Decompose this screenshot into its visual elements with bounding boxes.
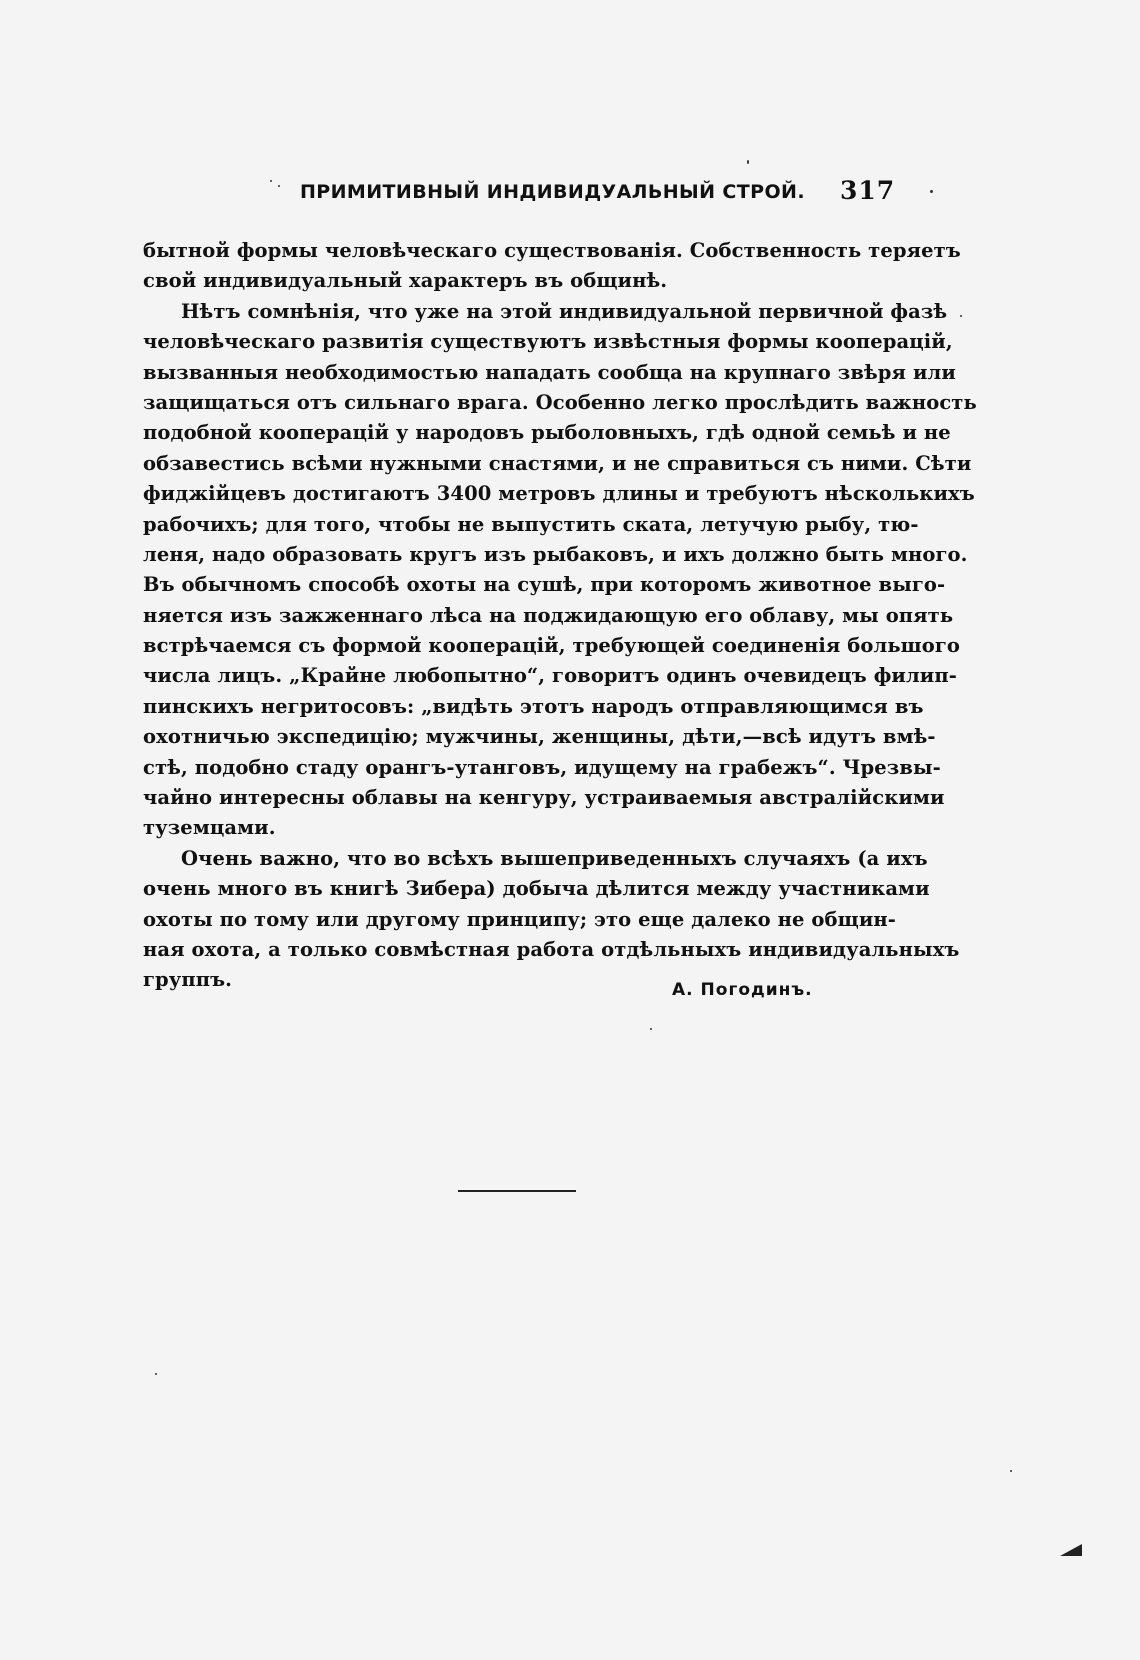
scan-mark [1060, 1544, 1082, 1556]
text-line: вызванныя необходимостью нападать сообща на крупнаго звѣря или [143, 360, 956, 384]
scan-speck [270, 180, 272, 182]
scan-speck [278, 185, 280, 187]
text-line: туземцами. [143, 816, 276, 840]
text-line: рабочихъ; для того, чтобы не выпустить ската, летучую рыбу, тю- [143, 512, 919, 536]
page-number: 317 [840, 176, 896, 205]
section-divider [458, 1190, 576, 1192]
text-line: Очень важно, что во всѣхъ вышеприведенныхъ случаяхъ (а ихъ [181, 846, 928, 870]
body-text [143, 236, 977, 996]
author-signature: А. Погодинъ. [672, 980, 813, 1000]
text-line: Нѣтъ сомнѣнія, что уже на этой индивидуальной первичной фазѣ [181, 299, 948, 323]
text-line: охоты по тому или другому принципу; это еще далеко не общин- [143, 907, 896, 931]
text-line: бытной формы человѣческаго существованія. Собственность теряетъ [143, 239, 961, 262]
text-line: ная охота, а только совмѣстная работа отдѣльныхъ индивидуальныхъ [143, 937, 960, 961]
text-line: подобной кооперацій у народовъ рыболовныхъ, гдѣ одной семьѣ и не [143, 421, 951, 445]
scan-speck [1010, 1470, 1012, 1472]
text-line: защищаться отъ сильнаго врага. Особенно легко прослѣдить важность [143, 390, 977, 414]
text-line: пинскихъ негритосовъ: „видѣть этотъ народъ отправляющимся въ [143, 694, 924, 718]
text-line: фиджійцевъ достигаютъ 3400 метровъ длины и требуютъ нѣсколькихъ [143, 482, 975, 506]
text-line: группъ. [143, 968, 233, 992]
text-line: леня, надо образовать кругъ изъ рыбаковъ, и ихъ должно быть много. [143, 542, 968, 566]
text-line: чайно интересны облавы на кенгуру, устраиваемыя австралійскими [143, 786, 945, 810]
scan-speck [960, 315, 962, 317]
text-line: очень много въ книгѣ Зибера) добыча дѣлится между участниками [143, 877, 930, 901]
text-line: стѣ, подобно стаду орангъ-утанговъ, идущему на грабежъ“. Чрезвы- [143, 755, 941, 779]
text-line: обзавестись всѣми нужными снастями, и не справиться съ ними. Сѣти [143, 451, 972, 475]
text-line: няется изъ зажженнаго лѣса на поджидающую его облаву, мы опять [143, 603, 954, 627]
text-line: свой индивидуальный характеръ въ общинѣ. [143, 269, 668, 293]
text-line: встрѣчаемся съ формой кооперацій, требующей соединенія большого [143, 634, 960, 658]
text-line: числа лицъ. „Крайне любопытно“, говоритъ одинъ очевидецъ филип- [143, 664, 957, 688]
text-line: Въ обычномъ способѣ охоты на сушѣ, при которомъ животное выго- [143, 573, 946, 597]
scan-speck [650, 1028, 652, 1030]
running-title: ПРИМИТИВНЫЙ ИНДИВИДУАЛЬНЫЙ СТРОЙ. [300, 181, 805, 203]
text-line: охотничью экспедицію; мужчины, женщины, дѣти,—всѣ идутъ вмѣ- [143, 725, 936, 749]
scan-speck [930, 190, 933, 193]
scan-speck [155, 1373, 157, 1375]
text-line: человѣческаго развитія существуютъ извѣстныя формы кооперацій, [143, 330, 953, 354]
scan-speck [747, 160, 749, 164]
